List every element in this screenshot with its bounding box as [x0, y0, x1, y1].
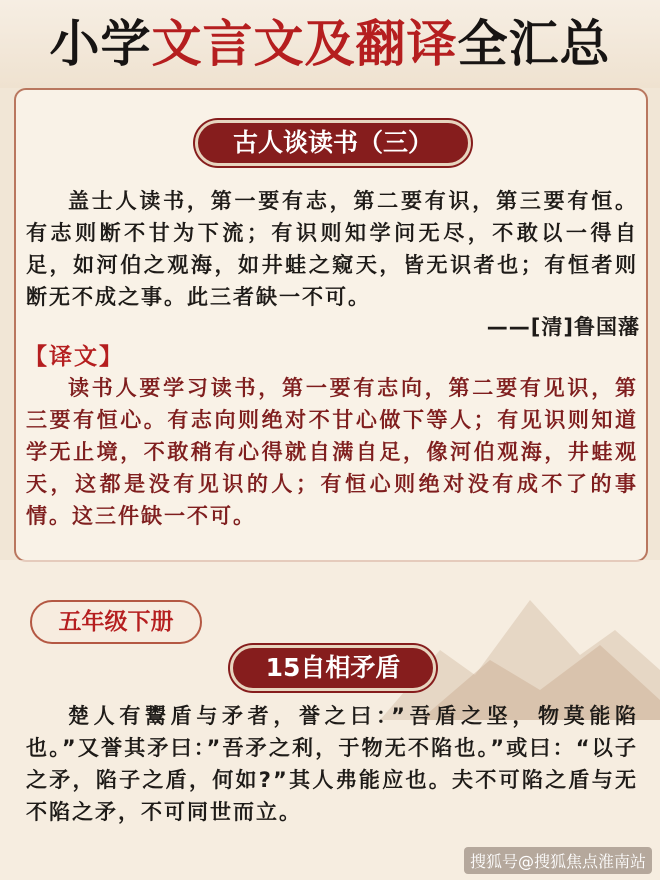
title-part-2: 文言文及翻译: [151, 15, 458, 73]
author-attribution: ——[清]鲁国藩: [486, 315, 640, 339]
translation-label: 【译文】: [24, 344, 124, 370]
page-title: [0, 10, 660, 78]
section-heading-2: 15自相矛盾: [230, 645, 436, 691]
title-part-3: 全汇总: [457, 15, 611, 73]
original-text-2: 楚人有鬻盾与矛者，誉之曰：”吾盾之坚，物莫能陷也。”又誉其矛曰：”吾矛之利，于物无不陷也。”或曰：“以子之矛，陷子之盾，何如?”其人弗能应也。夫不可陷之盾与无不陷之矛，不可同世而立。: [26, 704, 638, 824]
translation-text: 读书人要学习读书，第一要有志向，第二要有见识，第三要有恒心。有志向则绝对不甘心做下等人；有见识则知道学无止境，不敢稍有心得就自满自足，像河伯观海，井蛙观天，这都是没有见识的人；有恒心则绝对没有成不了的事情。这三件缺一不可。: [26, 376, 638, 528]
mountain-ink-decoration: [380, 560, 660, 720]
watermark: 搜狐号@搜狐焦点淮南站: [464, 847, 652, 874]
section-heading-1: 古人谈读书（三）: [195, 120, 471, 166]
title-part-1: 小学: [49, 15, 152, 73]
header: [0, 0, 660, 88]
grade-label: 五年级下册: [30, 600, 202, 644]
original-text-1: 盖士人读书，第一要有志，第二要有识，第三要有恒。有志则断不甘为下流；有识则知学问无尽，不敢以一得自足，如河伯之观海，如井蛙之窥天，皆无识者也；有恒者则断无不成之事。此三者缺一不可。: [26, 189, 638, 309]
